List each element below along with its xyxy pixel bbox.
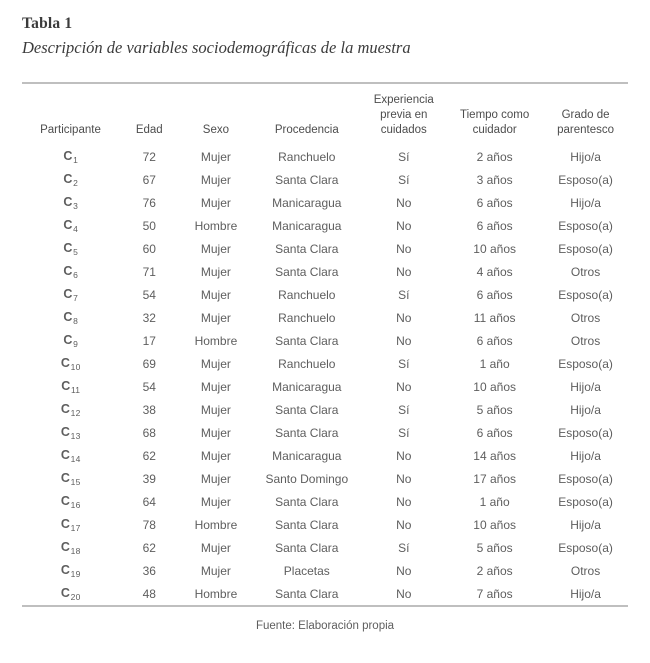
participant-id: [22, 559, 119, 582]
participant-id-subscript: 6: [73, 270, 79, 281]
table-row: [22, 398, 628, 421]
participant-id: [22, 352, 119, 375]
cell-procedencia: Santa Clara: [275, 333, 339, 348]
table-title: Descripción de variables sociodemográficas de la muestra: [22, 37, 411, 57]
column-header-line: Procedencia: [274, 123, 339, 136]
participant-id-base: C: [63, 310, 73, 325]
cell-experiencia: Sí: [398, 172, 410, 187]
participant-id: [22, 444, 119, 467]
column-header-grado-de-parentesco: [543, 84, 628, 145]
participant-id-subscript: 15: [70, 477, 81, 488]
cell-experiencia: No: [396, 517, 412, 532]
cell-edad: 60: [142, 241, 156, 256]
cell-procedencia: Ranchuelo: [278, 287, 336, 302]
participant-id-label: [63, 172, 79, 189]
cell-experiencia: No: [396, 563, 412, 578]
cell-tiempo: 7 años: [476, 586, 513, 601]
cell-procedencia: Ranchuelo: [278, 310, 336, 325]
cell-parentesco: Hijo/a: [570, 517, 601, 532]
source-note: Fuente: Elaboración propia: [255, 620, 395, 633]
cell-experiencia: Sí: [398, 287, 410, 302]
cell-procedencia: Santa Clara: [275, 494, 339, 509]
cell-tiempo: 6 años: [476, 333, 513, 348]
cell-sexo: Mujer: [200, 241, 231, 256]
cell-sexo: Hombre: [194, 586, 238, 601]
table-row: [22, 168, 628, 191]
participant-id-base: C: [60, 356, 71, 371]
cell-procedencia: Santa Clara: [275, 264, 339, 279]
cell-tiempo: 6 años: [476, 218, 513, 233]
cell-parentesco: Esposo(a): [558, 494, 613, 509]
table-row: [22, 306, 628, 329]
table-row: [22, 421, 628, 444]
table-body: [22, 145, 628, 605]
cell-edad: 54: [142, 287, 156, 302]
participant-id-subscript: 2: [73, 178, 79, 189]
column-header-line: Sexo: [202, 123, 230, 136]
column-header-line: Edad: [135, 123, 163, 136]
table-row: [22, 329, 628, 352]
cell-procedencia: Santa Clara: [275, 172, 339, 187]
participant-id-subscript: 4: [73, 224, 79, 235]
cell-procedencia: Ranchuelo: [278, 356, 336, 371]
cell-sexo: Mujer: [200, 195, 231, 210]
table-row: [22, 444, 628, 467]
cell-tiempo: 3 años: [476, 172, 513, 187]
table-row: [22, 536, 628, 559]
participant-id-subscript: 11: [70, 385, 81, 396]
cell-sexo: Mujer: [200, 264, 231, 279]
cell-tiempo: 14 años: [473, 448, 516, 463]
sociodemographic-table: [22, 84, 628, 605]
cell-edad: 50: [142, 218, 156, 233]
column-header-participante: [22, 84, 119, 145]
cell-tiempo: 11 años: [473, 310, 516, 325]
participant-id-subscript: 17: [70, 523, 81, 534]
participant-id-label: [60, 471, 81, 488]
participant-id-label: [63, 149, 79, 166]
cell-sexo: Hombre: [194, 218, 238, 233]
cell-parentesco: Otros: [570, 310, 601, 325]
cell-tiempo: 10 años: [473, 241, 516, 256]
table-row: [22, 145, 628, 168]
column-header-line: Participante: [40, 123, 101, 136]
cell-edad: 62: [142, 540, 156, 555]
column-header-edad: [119, 84, 180, 145]
cell-procedencia: Placetas: [283, 563, 330, 578]
cell-experiencia: No: [396, 333, 412, 348]
cell-experiencia: No: [396, 218, 412, 233]
participant-id: [22, 329, 119, 352]
participant-id-subscript: 8: [73, 316, 79, 327]
cell-sexo: Mujer: [200, 563, 231, 578]
cell-parentesco: Esposo(a): [558, 172, 613, 187]
participant-id: [22, 536, 119, 559]
participant-id: [22, 375, 119, 398]
cell-procedencia: Santa Clara: [275, 517, 339, 532]
cell-experiencia: Sí: [398, 402, 410, 417]
cell-parentesco: Hijo/a: [570, 402, 601, 417]
column-header-line: Experiencia: [373, 94, 434, 107]
cell-experiencia: No: [396, 494, 412, 509]
cell-parentesco: Esposo(a): [558, 287, 613, 302]
participant-id-subscript: 13: [70, 431, 81, 442]
cell-parentesco: Esposo(a): [558, 218, 613, 233]
cell-parentesco: Esposo(a): [558, 241, 613, 256]
cell-parentesco: Hijo/a: [570, 586, 601, 601]
cell-sexo: Mujer: [200, 425, 231, 440]
table-row: [22, 582, 628, 605]
cell-sexo: Mujer: [200, 149, 231, 164]
cell-edad: 32: [142, 310, 156, 325]
cell-tiempo: 4 años: [476, 264, 513, 279]
participant-id-base: C: [60, 402, 71, 417]
cell-experiencia: No: [396, 448, 412, 463]
cell-parentesco: Esposo(a): [558, 356, 613, 371]
cell-procedencia: Santo Domingo: [265, 471, 349, 486]
participant-id: [22, 513, 119, 536]
participant-id: [22, 398, 119, 421]
table-row: [22, 237, 628, 260]
participant-id: [22, 306, 119, 329]
cell-experiencia: No: [396, 471, 412, 486]
column-header-procedencia: [252, 84, 361, 145]
table-row: [22, 283, 628, 306]
participant-id-base: C: [63, 241, 73, 256]
cell-parentesco: Esposo(a): [558, 540, 613, 555]
cell-tiempo: 5 años: [476, 402, 513, 417]
participant-id-label: [63, 310, 79, 327]
cell-procedencia: Manicaragua: [272, 218, 342, 233]
table-row: [22, 467, 628, 490]
cell-sexo: Mujer: [200, 379, 231, 394]
column-header-sexo: [180, 84, 253, 145]
cell-edad: 71: [142, 264, 156, 279]
cell-experiencia: Sí: [398, 425, 410, 440]
cell-sexo: Mujer: [200, 287, 231, 302]
cell-edad: 62: [142, 448, 156, 463]
cell-experiencia: No: [396, 310, 412, 325]
table-row: [22, 260, 628, 283]
cell-sexo: Mujer: [200, 494, 231, 509]
cell-edad: 72: [142, 149, 156, 164]
column-header-line: cuidador: [472, 123, 517, 136]
cell-tiempo: 2 años: [476, 149, 513, 164]
cell-procedencia: Santa Clara: [275, 586, 339, 601]
cell-procedencia: Manicaragua: [272, 379, 342, 394]
cell-parentesco: Esposo(a): [558, 471, 613, 486]
participant-id-label: [63, 333, 79, 350]
participant-id-label: [60, 517, 81, 534]
cell-parentesco: Hijo/a: [570, 379, 601, 394]
cell-sexo: Mujer: [200, 356, 231, 371]
cell-tiempo: 6 años: [476, 425, 513, 440]
table-row: [22, 513, 628, 536]
cell-sexo: Mujer: [200, 471, 231, 486]
cell-sexo: Mujer: [200, 402, 231, 417]
participant-id-base: C: [60, 494, 71, 509]
participant-id-label: [60, 448, 81, 465]
table-row: [22, 375, 628, 398]
table-row: [22, 559, 628, 582]
cell-tiempo: 1 año: [479, 494, 510, 509]
cell-sexo: Mujer: [200, 448, 231, 463]
participant-id-base: C: [63, 218, 73, 233]
cell-sexo: Mujer: [200, 540, 231, 555]
cell-tiempo: 1 año: [479, 356, 510, 371]
column-header-tiempo-como-cuidador: [446, 84, 543, 145]
cell-sexo: Hombre: [194, 517, 238, 532]
cell-experiencia: No: [396, 586, 412, 601]
participant-id-base: C: [63, 172, 73, 187]
participant-id-subscript: 16: [70, 500, 81, 511]
cell-parentesco: Hijo/a: [570, 149, 601, 164]
participant-id-base: C: [60, 471, 71, 486]
cell-tiempo: 10 años: [473, 517, 516, 532]
participant-id-base: C: [60, 425, 71, 440]
cell-parentesco: Hijo/a: [570, 195, 601, 210]
cell-procedencia: Manicaragua: [272, 195, 342, 210]
table-number: Tabla 1: [22, 15, 73, 32]
cell-edad: 68: [142, 425, 156, 440]
cell-procedencia: Santa Clara: [275, 241, 339, 256]
cell-parentesco: Otros: [570, 264, 601, 279]
cell-sexo: Mujer: [200, 172, 231, 187]
cell-sexo: Mujer: [200, 310, 231, 325]
column-header-experiencia-previa-en-cuidados: [361, 84, 446, 145]
participant-id-base: C: [63, 264, 73, 279]
cell-experiencia: No: [396, 264, 412, 279]
participant-id-subscript: 18: [70, 546, 81, 557]
participant-id-label: [60, 563, 81, 580]
cell-tiempo: 5 años: [476, 540, 513, 555]
table-row: [22, 214, 628, 237]
participant-id-subscript: 5: [73, 247, 79, 258]
participant-id-base: C: [61, 379, 71, 394]
participant-id-base: C: [60, 586, 71, 601]
table-row: [22, 191, 628, 214]
cell-tiempo: 2 años: [476, 563, 513, 578]
table-caption: [22, 0, 628, 59]
participant-id-label: [60, 494, 81, 511]
participant-id: [22, 214, 119, 237]
participant-id-label: [60, 402, 81, 419]
cell-experiencia: Sí: [398, 149, 410, 164]
participant-id-base: C: [60, 540, 71, 555]
table-row: [22, 352, 628, 375]
cell-edad: 36: [142, 563, 156, 578]
cell-edad: 64: [142, 494, 156, 509]
cell-edad: 54: [142, 379, 156, 394]
participant-id-label: [63, 287, 79, 304]
column-header-line: previa en: [380, 108, 428, 121]
participant-id-label: [63, 264, 79, 281]
cell-edad: 39: [142, 471, 156, 486]
participant-id-base: C: [63, 149, 73, 164]
cell-experiencia: No: [396, 241, 412, 256]
cell-experiencia: No: [396, 195, 412, 210]
participant-id-label: [63, 195, 79, 212]
cell-edad: 17: [142, 333, 156, 348]
participant-id-subscript: 3: [73, 201, 79, 212]
column-header-line: Grado de: [561, 108, 610, 121]
cell-parentesco: Esposo(a): [558, 425, 613, 440]
participant-id-subscript: 1: [73, 155, 79, 166]
participant-id: [22, 260, 119, 283]
cell-edad: 48: [142, 586, 156, 601]
cell-procedencia: Santa Clara: [275, 402, 339, 417]
participant-id-subscript: 19: [70, 569, 81, 580]
participant-id-base: C: [60, 517, 71, 532]
participant-id-label: [63, 241, 79, 258]
participant-id-subscript: 7: [73, 293, 79, 304]
participant-id-label: [60, 356, 81, 373]
participant-id: [22, 191, 119, 214]
participant-id-base: C: [63, 287, 73, 302]
table-row: [22, 490, 628, 513]
cell-experiencia: Sí: [398, 356, 410, 371]
cell-edad: 78: [142, 517, 156, 532]
participant-id: [22, 145, 119, 168]
participant-id-label: [60, 586, 81, 603]
participant-id-label: [60, 425, 81, 442]
participant-id: [22, 421, 119, 444]
cell-tiempo: 17 años: [473, 471, 516, 486]
participant-id-subscript: 14: [70, 454, 81, 465]
cell-edad: 76: [142, 195, 156, 210]
cell-experiencia: No: [396, 379, 412, 394]
participant-id-label: [60, 540, 81, 557]
participant-id-base: C: [63, 333, 73, 348]
participant-id-subscript: 10: [70, 362, 81, 373]
cell-parentesco: Otros: [570, 563, 601, 578]
participant-id-base: C: [60, 448, 71, 463]
cell-edad: 67: [142, 172, 156, 187]
table-header: [22, 84, 628, 145]
participant-id-base: C: [63, 195, 73, 210]
participant-id-base: C: [60, 563, 71, 578]
table-header-row: [22, 84, 628, 145]
cell-procedencia: Santa Clara: [275, 540, 339, 555]
cell-procedencia: Ranchuelo: [278, 149, 336, 164]
participant-id: [22, 237, 119, 260]
column-header-line: Tiempo como: [460, 108, 530, 121]
cell-edad: 38: [142, 402, 156, 417]
cell-experiencia: Sí: [398, 540, 410, 555]
participant-id: [22, 467, 119, 490]
participant-id-subscript: 20: [70, 592, 81, 603]
cell-edad: 69: [142, 356, 156, 371]
participant-id: [22, 490, 119, 513]
participant-id: [22, 168, 119, 191]
cell-procedencia: Santa Clara: [275, 425, 339, 440]
participant-id: [22, 283, 119, 306]
participant-id-label: [63, 218, 79, 235]
cell-parentesco: Otros: [570, 333, 601, 348]
column-header-line: cuidados: [380, 123, 427, 136]
cell-tiempo: 10 años: [473, 379, 516, 394]
participant-id-subscript: 9: [73, 339, 79, 350]
cell-tiempo: 6 años: [476, 287, 513, 302]
participant-id-label: [61, 379, 81, 396]
column-header-line: parentesco: [557, 123, 615, 136]
participant-id: [22, 582, 119, 605]
cell-parentesco: Hijo/a: [570, 448, 601, 463]
cell-tiempo: 6 años: [476, 195, 513, 210]
cell-sexo: Hombre: [194, 333, 238, 348]
cell-procedencia: Manicaragua: [272, 448, 342, 463]
participant-id-subscript: 12: [70, 408, 81, 419]
